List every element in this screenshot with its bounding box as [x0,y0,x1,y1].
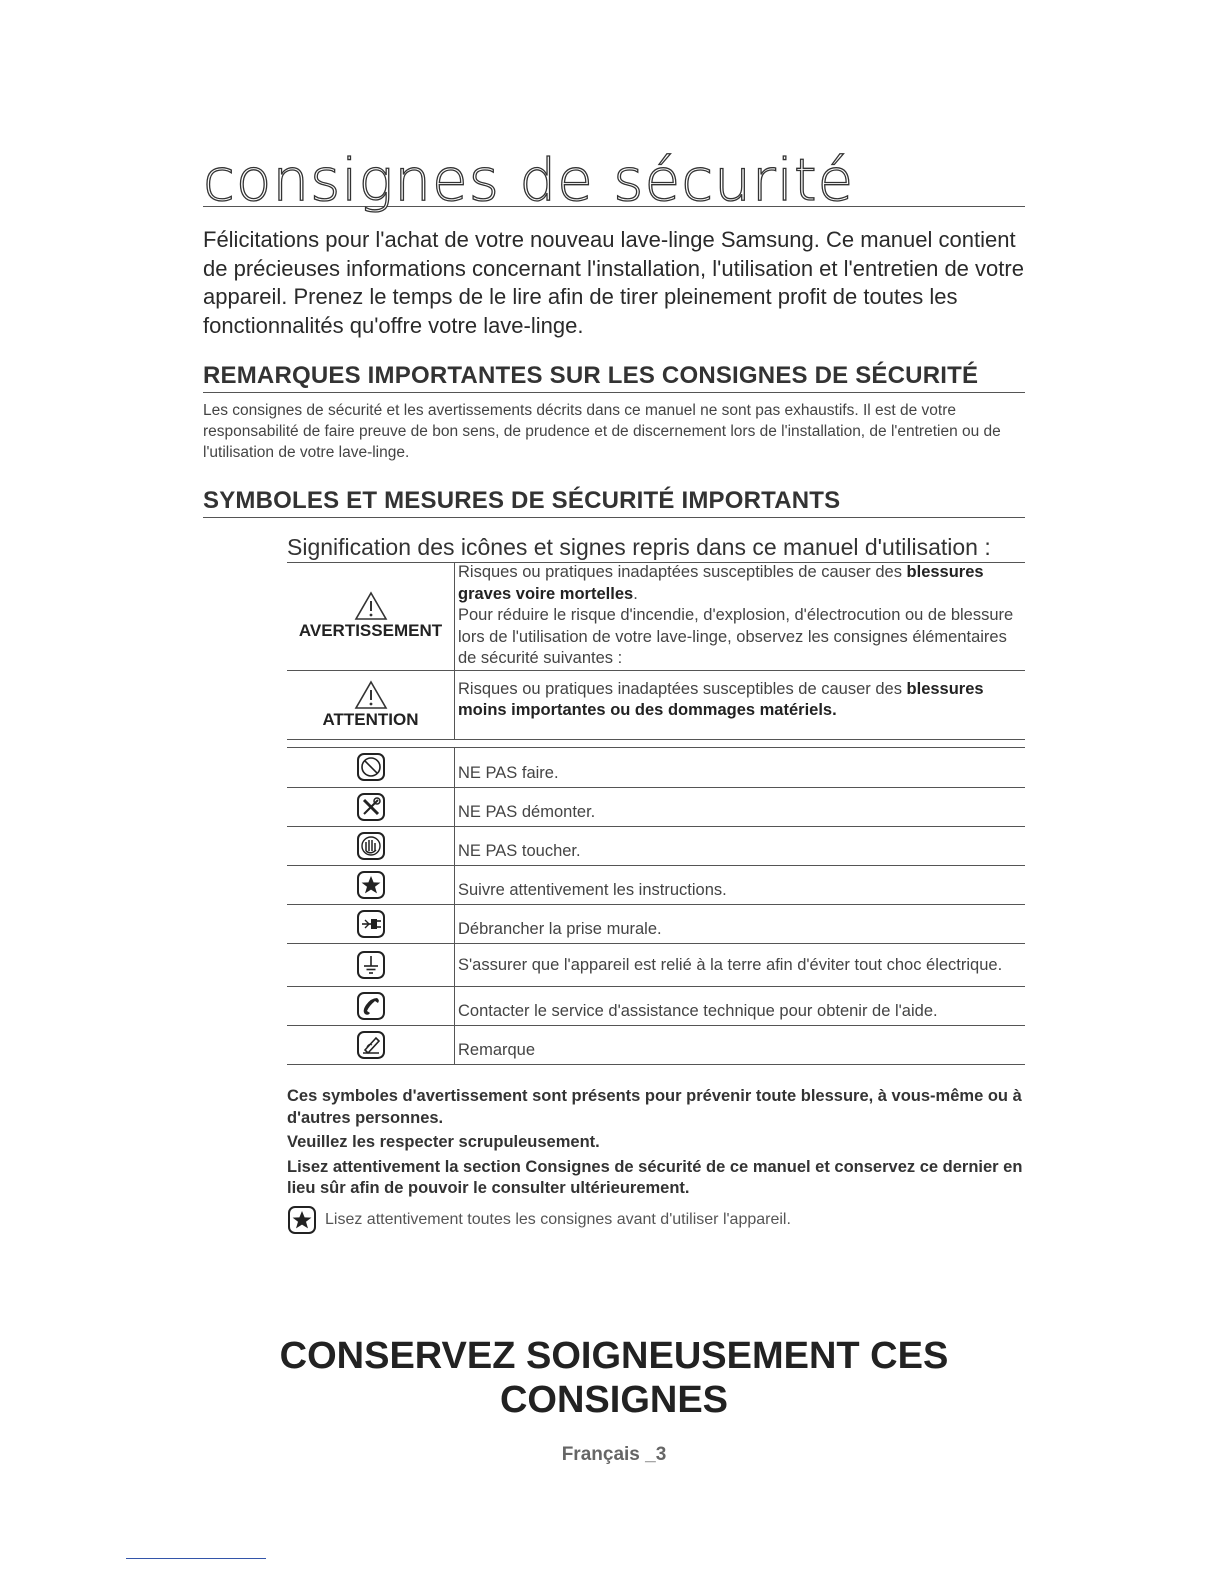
symbol-text: NE PAS faire. [458,763,559,782]
symbol-table [287,748,1025,1065]
unplug-icon [356,909,386,939]
keep-instructions-line2: CONSIGNES [499,1379,729,1421]
warning-text-after: . [633,584,638,603]
page-title: consignes de sécurité [203,150,1025,207]
table-row [287,986,1025,1025]
section-remarks-body: Les consignes de sécurité et les avertissements décrits dans ce manuel ne sont pas exhaustifs. Il est de votre responsabilité de faire preuve de bon sens, de prudence et de discernement lors de l'installation, de l'entretien ou de l'utilisation de votre lave-linge. [203,402,1001,461]
section-heading-remarks: REMARQUES IMPORTANTES SUR LES CONSIGNES DE SÉCURITÉ [203,362,1025,393]
tip-text: Lisez attentivement toutes les consignes avant d'utiliser l'appareil. [325,1211,791,1228]
symbol-text: Débrancher la prise murale. [458,920,662,938]
warning-extra-text: Pour réduire le risque d'incendie, d'explosion, d'électrocution ou de blessure lors de l'utilisation de votre lave-linge, observez les consignes élémentaires de sécurité suivantes : [458,606,1014,667]
symbols-subtitle: Signification des icônes et signes repris dans ce manuel d'utilisation : [287,534,1025,563]
table-row [287,787,1025,826]
table-row [287,748,1025,787]
attention-text-bold: blessures moins importantes ou des dommages matériels. [458,679,984,719]
symbol-text: Suivre attentivement les instructions. [458,881,727,899]
read-instructions-tip [287,1205,1025,1235]
note-paragraph: Lisez attentivement la section Consignes de sécurité de ce manuel et conservez ce dernier en lieu sûr afin de pouvoir le consulter ultérieurement. [287,1157,1023,1197]
intro-paragraph: Félicitations pour l'achat de votre nouveau lave-linge Samsung. Ce manuel contient de précieuses informations concernant l'installation, l'utilisation et l'entretien de votre appareil. Prenez le temps de le lire afin de tirer pleinement profit de toutes les fonctionnalités qu'offre votre lave-linge. [203,227,1024,338]
attention-label: ATTENTION [322,709,419,729]
warning-text-bold: blessures graves voire mortelles [458,563,984,603]
safety-notes [287,1086,1025,1203]
keep-instructions-line1: CONSERVEZ SOIGNEUSEMENT CES [279,1335,949,1377]
table-row [287,904,1025,943]
table-row [287,826,1025,865]
note-paragraph: Ces symboles d'avertissement sont présents pour prévenir toute blessure, à vous-même ou à d'autres personnes. [287,1087,1022,1127]
follow-instructions-icon [287,1205,317,1235]
no-touch-icon [356,831,386,861]
warning-triangle-icon [354,591,388,621]
attention-text: Risques ou pratiques inadaptées susceptibles de causer des [458,679,907,698]
warning-row-avertissement [287,562,1025,670]
section-heading-symbols: SYMBOLES ET MESURES DE SÉCURITÉ IMPORTANTS [203,487,1025,518]
note-icon [356,1030,386,1060]
follow-instructions-icon [356,870,386,900]
keep-instructions-heading [203,1334,1025,1422]
warning-row-attention [287,670,1025,739]
note-paragraph: Veuillez les respecter scrupuleusement. [287,1133,600,1151]
warning-label: AVERTISSEMENT [298,620,443,640]
prohibited-icon [356,752,386,782]
no-disassembly-icon [356,792,386,822]
symbol-text: S'assurer que l'appareil est relié à la terre afin d'éviter tout choc électrique. [458,956,1003,974]
table-row [287,865,1025,904]
page-number: Français _3 [561,1444,667,1465]
phone-icon [356,991,386,1021]
symbol-text: Remarque [458,1041,536,1059]
table-row [287,943,1025,986]
ground-icon [356,950,386,980]
warning-triangle-icon [354,680,388,710]
symbol-text: NE PAS toucher. [458,842,581,860]
symbol-text: NE PAS démonter. [458,803,596,821]
symbol-text: Contacter le service d'assistance technique pour obtenir de l'aide. [458,1002,938,1020]
table-row [287,1025,1025,1064]
divider [126,1558,266,1559]
warning-table [287,562,1025,740]
warning-text: Risques ou pratiques inadaptées susceptibles de causer des [458,563,907,581]
